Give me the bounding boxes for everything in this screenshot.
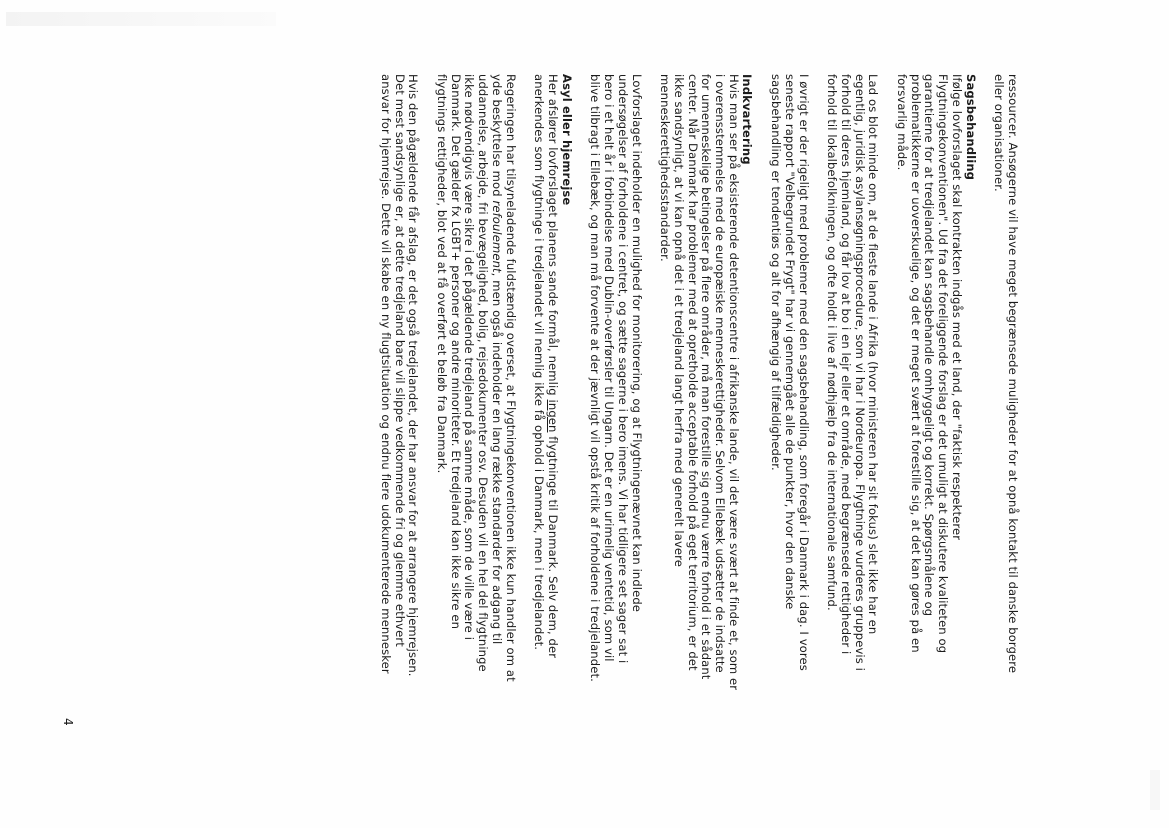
- text-line: i overensstemmelse med de europæiske menneskerettigheder. Selvom Ellebæk udsætter de indsatte: [713, 74, 728, 673]
- text-line: anerkendes som flygtninge i tredjelandet vil nemlig ikke få ophold i Danmark, men i tredjelandet.: [532, 74, 547, 651]
- text-fragment: flygtninge til Danmark. Selv dem, der: [546, 432, 561, 659]
- text-line: blive tilbragt i Ellebæk, og man må forvente at der jævnligt vil opstå kritik af forholdene i tredjelandet.: [588, 74, 603, 682]
- text-fragment: Her afslører lovforslaget planens sande formål, nemlig: [546, 74, 561, 400]
- text-line: Lovforslaget indeholder en mulighed for monitorering, og at Flygtningenævnet kan indlede: [629, 74, 644, 613]
- text-line: ikke sandsynligt, at vi kan opnå det i et tredjeland langt herfra med generelt lavere: [671, 74, 686, 567]
- page-number: 4: [61, 718, 75, 726]
- text-line: center. Når Danmark har problemer med at opretholde acceptable forhold på eget territorium, er det: [685, 74, 700, 671]
- body-text: [363, 74, 1019, 812]
- text-line: menneskerettighedsstandarder.: [658, 74, 673, 262]
- text-line: Hvis man ser på eksisterende detentionscentre i afrikanske lande, vil det være svært at finde et, som er: [726, 74, 741, 691]
- text-line: uddannelse, arbejde, fri bevægelighed, bolig, rejsedokumenter osv. Desuden vil en hel del flygtninge: [476, 74, 491, 672]
- text-line: ikke nødvendigvis være sikre i det pågældende tredjeland på samme måde, som de ville være i: [462, 74, 477, 641]
- section-heading: Sagsbehandling: [963, 74, 978, 181]
- text-line: ressourcer. Ansøgerne vil have meget begrænsede muligheder for at opnå kontakt til danske borgere: [1006, 74, 1020, 674]
- text-line: flygtnings rettigheder, blot ved at få overført et beløb fra Danmark.: [435, 74, 450, 474]
- paragraph: [378, 74, 419, 812]
- text-line: forhold til lokalbefolkningen, og ofte holdt i live af nødhjælp fra de internationale samfund.: [825, 74, 840, 611]
- text-line: Danmark. Det gælder fx LGBT+ personer og andre minoriteter. Et tredjeland kan ikke sikre en: [448, 74, 463, 630]
- text-fragment: yde beskyttelse mod: [489, 74, 504, 201]
- text-line: garantierne for at tredjelandet kan sagsbehandle omhyggeligt og korrekt. Spørgsmålene og: [922, 74, 937, 617]
- section-heading: Asyl eller hjemrejse: [559, 74, 574, 206]
- section-sagsbehandling: [894, 74, 976, 812]
- text-line: ansvar for hjemrejse. Dette vil skabe en ny flugtsituation og endnu flere udokumenterede mennesker: [378, 74, 393, 674]
- text-line: Ifølge lovforslaget skal kontrakten indgås med et land, der "faktisk respekterer: [949, 74, 964, 541]
- text-line: Det mest sandsynlige er, at dette tredjeland bare vil slippe vedkommende fri og glemme ethvert: [392, 74, 407, 647]
- paragraph: [434, 74, 516, 812]
- text-line: for umenneskelige betingelser på flere områder, må man forestille sig endnu værre forhold i et sådant: [699, 74, 714, 680]
- section-indkvartering: [658, 74, 754, 812]
- paragraph: [588, 74, 643, 812]
- text-line: eller organisationer.: [992, 74, 1007, 192]
- text-line: Regeringen har tilsyneladende fuldstændig overset, at Flygtningekonventionen ikke kun handler om at: [503, 74, 518, 682]
- text-line: [545, 74, 559, 812]
- text-line: Flygtningekonventionen". Ud fra det foreliggende forslag er det umuligt at diskutere kvaliteten og: [936, 74, 951, 654]
- text-line: undersøgelser af forholdene i centret, og sætte sagerne i bero imens. Vi har tidligere set sager sat i: [615, 74, 630, 664]
- paragraph: [768, 74, 809, 812]
- section-heading: Indkvartering: [740, 74, 755, 165]
- text-line: forhold til deres hjemland, og får lov at bo i en lejr eller et område, med begrænsede rettigheder i: [838, 74, 853, 655]
- text-line: Hvis den pågældende får afslag, er det også tredjelandet, der har ansvar for at arrangere hjemrejsen.: [406, 74, 421, 677]
- section-asyl-eller-hjemrejse: [532, 74, 573, 812]
- text-line: sagsbehandling er tendentiøs og alt for afhængig af tilfældigheder.: [769, 74, 784, 471]
- text-fragment: , men også indeholder en lang række standarder for adgang til: [489, 272, 504, 645]
- paragraph: [825, 74, 880, 812]
- text-line: egentlig, juridisk asylansøgningsprocedure, som vi har i Nordeuropa. Flygtninge vurderes gruppevis i: [852, 74, 867, 671]
- text-line: bero i et helt år i forbindelse med Dublin-overførsler til Ungarn. Det er en urimelig ventetid, som vil: [602, 74, 617, 662]
- paragraph: [992, 74, 1019, 812]
- text-line: Lad os blot minde om, at de fleste lande i Afrika (hvor ministeren har sit fokus) slet ikke har en: [866, 74, 881, 635]
- text-line: problematikkerne er uoverskuelige, og det er meget svært at forestille sig, at det kan gøres på en: [908, 74, 923, 653]
- text-line: I øvrigt er der rigeligt med problemer med den sagsbehandling, som foregår i Danmark i dag. I vores: [796, 74, 811, 671]
- text-line: seneste rapport "Velbegrundet Frygt" har vi gennemgået alle de punkter, hvor den danske: [782, 74, 797, 610]
- text-line: forsvarlig måde.: [895, 74, 910, 171]
- underlined-word: ingen: [546, 399, 561, 433]
- italic-word: refoulement: [489, 200, 504, 273]
- text-line: [489, 74, 503, 812]
